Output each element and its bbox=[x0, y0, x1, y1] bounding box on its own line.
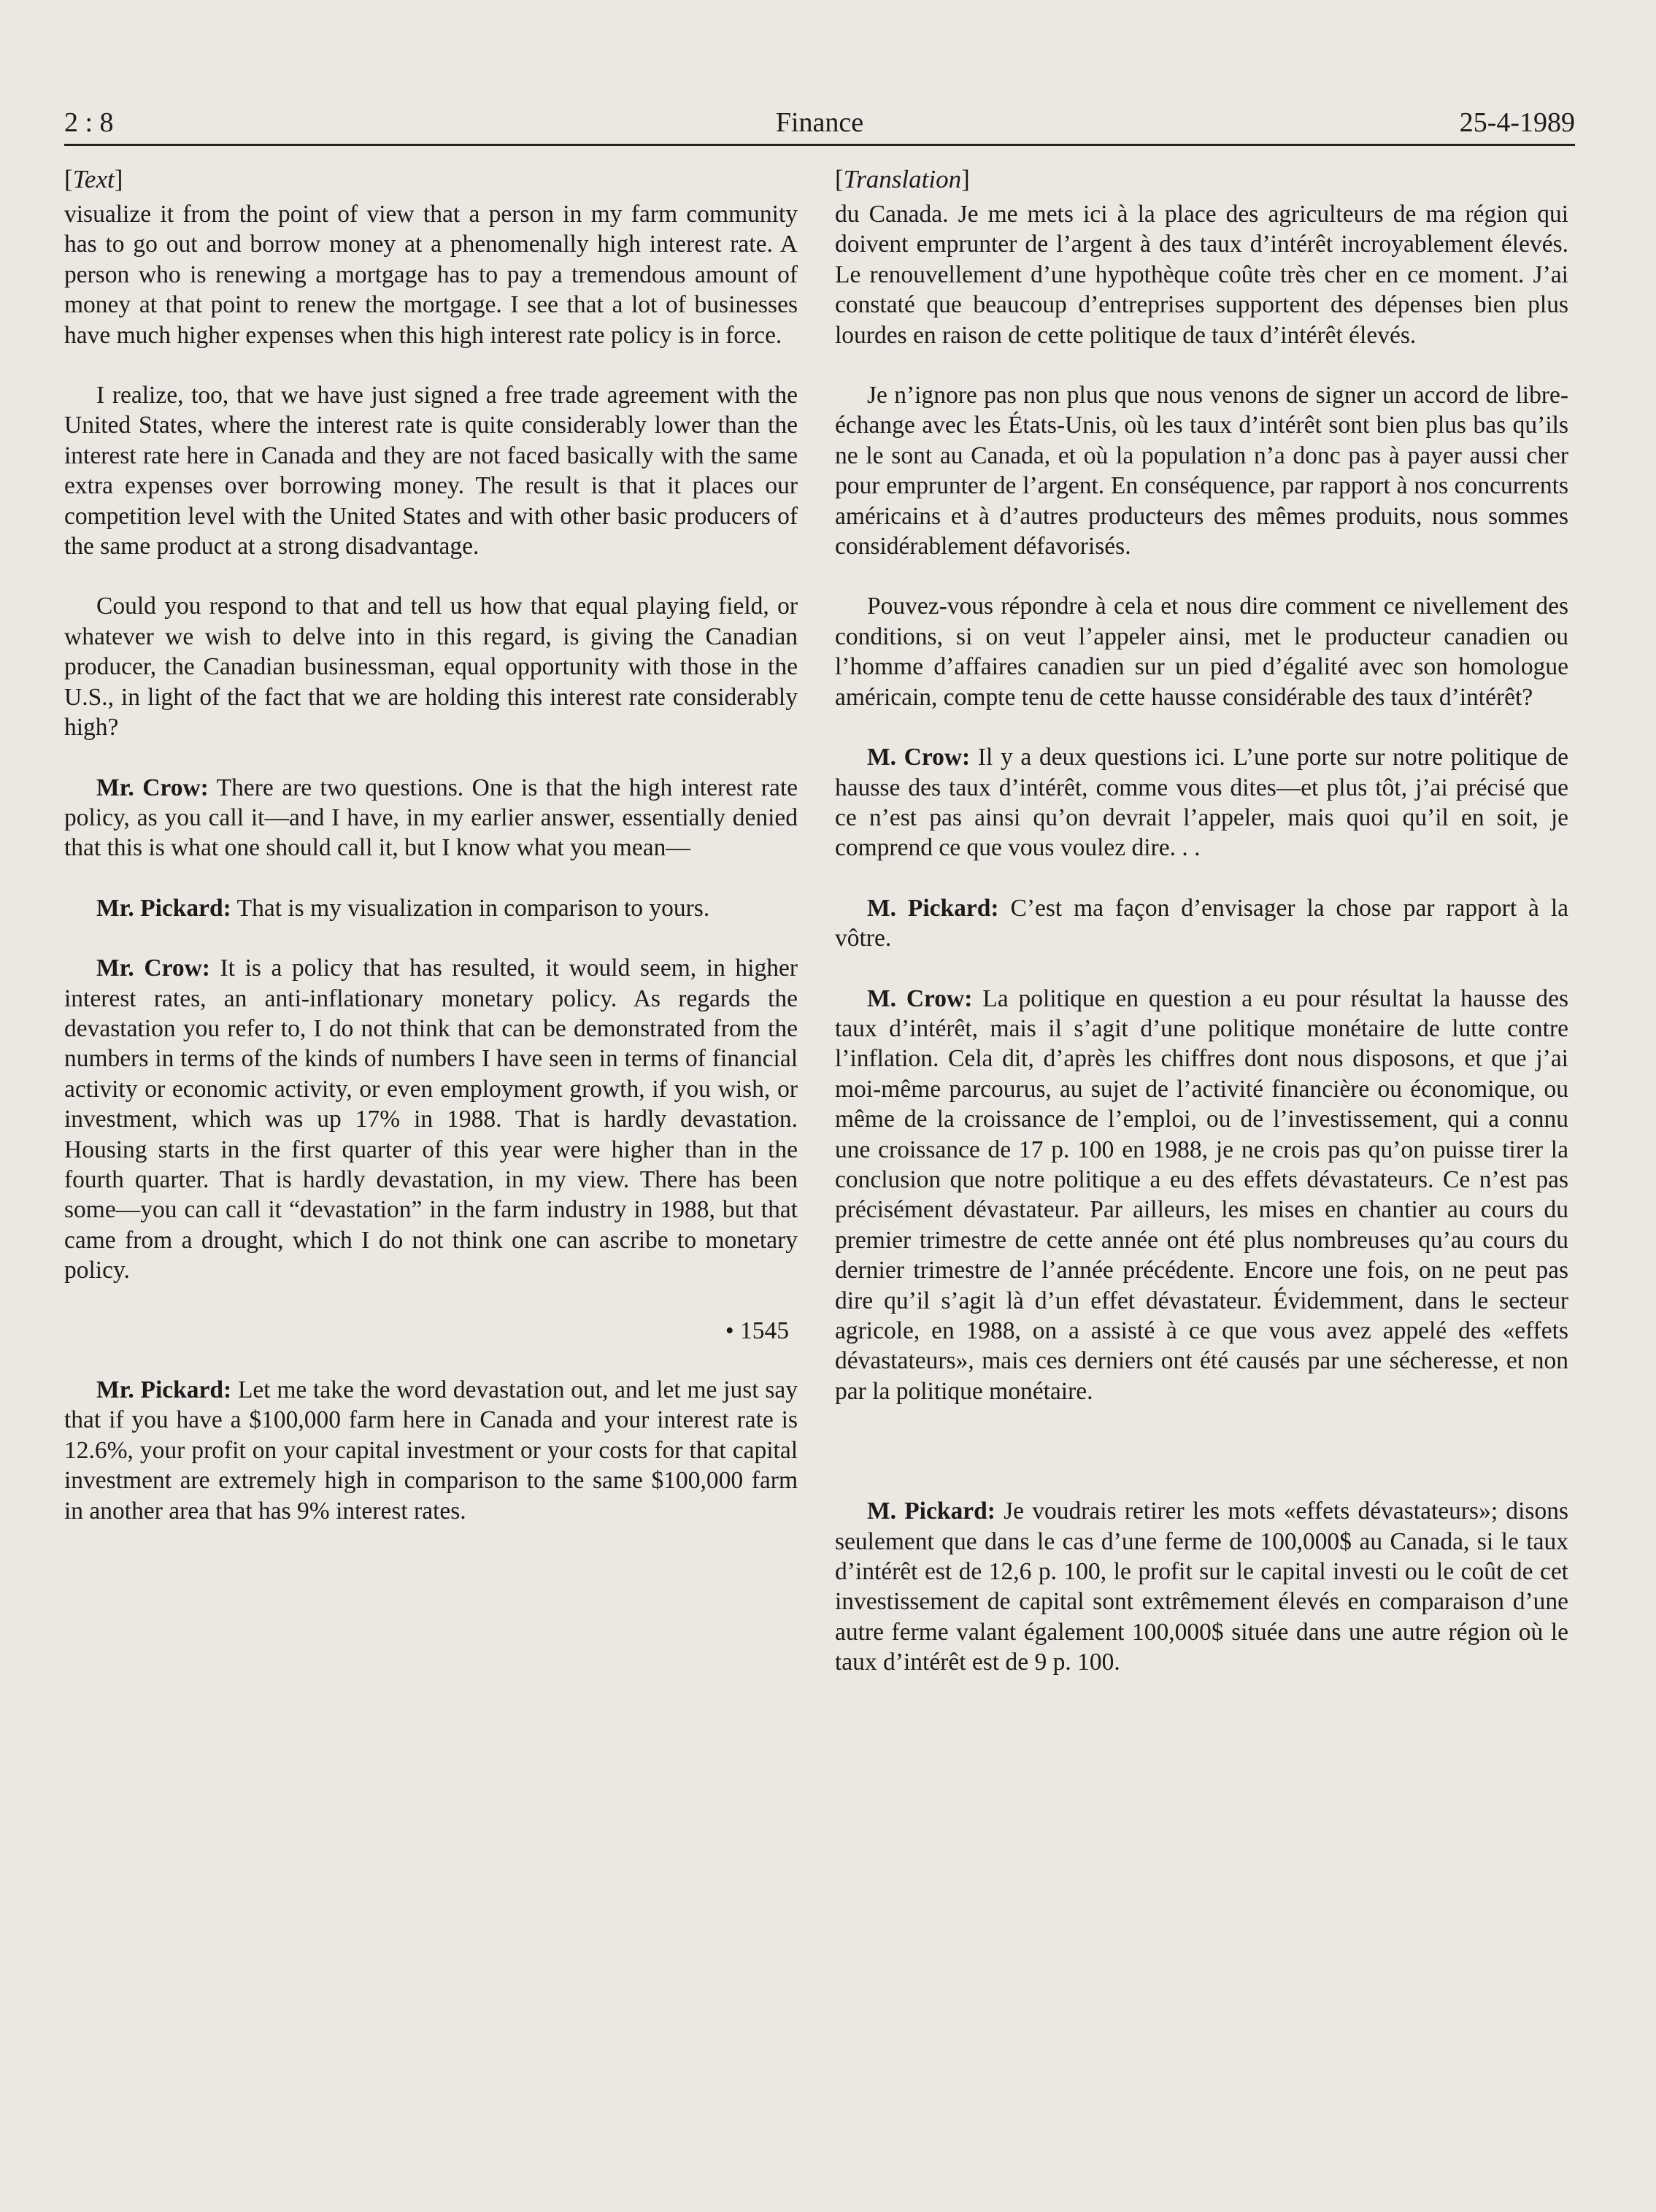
tag-label: Text bbox=[72, 165, 115, 193]
column-spacer bbox=[835, 1436, 1568, 1496]
speaker-paragraph bbox=[64, 953, 798, 1285]
paragraph: I realize, too, that we have just signed a free trade agreement with the United States, where the interest rate is quite considerably lower than the interest rate here in Canada and they are not faced basically with the same extra expenses over borrowing money. The result is that it places our competition level with the United States and with other basic producers of the same product at a strong disadvantage. bbox=[64, 382, 798, 560]
speaker-paragraph bbox=[835, 984, 1568, 1407]
speaker-name: Mr. Crow: bbox=[96, 774, 209, 801]
speaker-name: Mr. Pickard: bbox=[96, 894, 231, 922]
speech-text: It is a policy that has resulted, it would seem, in higher interest rates, an anti-inflationary monetary policy. As regards the devastation you refer to, I do not think that can be demonstrated from the numbers in terms of the kinds of numbers I have seen in terms of financial activity or economic activity, or even employment growth, if you wish, or investment, which was up 17% in 1988. That is hardly devastation. Housing starts in the first quarter of this year were higher than in the fourth quarter. That is hardly devastation, in my view. There has been some—you can call it “devastation” in the farm industry in 1988, but that came from a drought, which I do not think one can ascribe to monetary policy. bbox=[64, 955, 798, 1284]
publication-title: Finance bbox=[775, 107, 864, 138]
paragraph: Je n’ignore pas non plus que nous venons de signer un accord de libre-échange avec les États-Unis, où les taux d’intérêt sont bien plus bas qu’ils ne le sont au Canada, et où la population n’a donc pas à payer aussi cher pour emprunter de l’argent. En conséquence, par rapport à nos concurrents américains et à d’autres producteurs des mêmes produits, nous sommes considérablement défavorisés. bbox=[835, 382, 1568, 560]
text-column-label bbox=[64, 164, 798, 195]
page-date: 25-4-1989 bbox=[1459, 107, 1575, 138]
time-marker: • 1545 bbox=[725, 1317, 789, 1344]
speaker-name: Mr. Pickard: bbox=[96, 1376, 232, 1403]
speech-text: There are two questions. One is that the high interest rate policy, as you call it—and I have, in my earlier answer, essentially denied that this is what one should call it, but I know what you mean— bbox=[64, 774, 798, 862]
speaker-name: M. Crow: bbox=[867, 984, 973, 1012]
speaker-name: M. Crow: bbox=[867, 744, 971, 771]
speaker-name: Mr. Crow: bbox=[96, 955, 210, 982]
translation-column-label bbox=[835, 164, 1568, 195]
speech-text: That is my visualization in comparison to yours. bbox=[231, 894, 710, 922]
speaker-paragraph bbox=[64, 893, 798, 923]
paragraph: Could you respond to that and tell us how that equal playing field, or whatever we wish to delve into in this regard, is giving the Canadian producer, the Canadian businessman, equal opportunity with those in the U.S., in light of the fact that we are holding this interest rate considerably high? bbox=[64, 593, 798, 741]
speaker-paragraph bbox=[64, 773, 798, 863]
speaker-name: M. Pickard: bbox=[867, 894, 999, 922]
speech-text: C’est ma façon d’envisager la chose par rapport à la vôtre. bbox=[835, 894, 1569, 952]
page-header bbox=[64, 102, 1575, 146]
speaker-paragraph bbox=[64, 1375, 798, 1526]
tag-close-bracket: ] bbox=[114, 165, 123, 193]
speaker-paragraph bbox=[835, 893, 1568, 954]
tag-label: Translation bbox=[843, 165, 962, 193]
speaker-name: M. Pickard: bbox=[867, 1498, 995, 1525]
speech-text: La politique en question a eu pour résultat la hausse des taux d’intérêt, mais il s’agit d’une politique monétaire de lutte contre l’inflation. Cela dit, d’après les chiffres dont nous disposons, et que j’ai moi-même parcourus, au sujet de l’activité financière ou économique, ou même de la croissance de l’emploi, ou de l’investissement, qui a connu une croissance de 17 p. 100 en 1988, je ne crois pas qu’on puisse tirer la conclusion que notre politique a eu des effets dévastateurs. Ce n’est pas précisément dévastateur. Par ailleurs, les mises en chantier au cours du premier trimestre de cette année ont été plus nombreuses qu’au cours du dernier trimestre de l’année précédente. Encore une fois, on ne peut pas dire qu’il s’agit là d’un effet dévastateur. Évidemment, dans le secteur agricole, en 1988, on a assisté à ce que vous avez appelé des «effets dévastateurs», mais ces derniers ont été causés par une sécheresse, et non par la politique monétaire. bbox=[835, 984, 1568, 1405]
english-column bbox=[64, 164, 798, 1556]
tag-close-bracket: ] bbox=[961, 165, 970, 193]
tag-open-bracket: [ bbox=[835, 165, 844, 193]
header-rule bbox=[64, 144, 1575, 146]
speaker-paragraph bbox=[835, 1496, 1568, 1677]
speaker-paragraph bbox=[835, 742, 1568, 863]
paragraph: du Canada. Je me mets ici à la place des agriculteurs de ma région qui doivent emprunter de l’argent à des taux d’intérêt incroyablement élevés. Le renouvellement d’une hypothèque coûte très cher en ce moment. J’ai constaté que beaucoup d’entreprises supportent des dépenses bien plus lourdes en raison de cette politique de taux d’intérêt élevés. bbox=[835, 201, 1568, 349]
french-column bbox=[835, 164, 1568, 1708]
paragraph: visualize it from the point of view that a person in my farm community has to go out and borrow money at a phenomenally high interest rate. A person who is renewing a mortgage has to pay a tremendous amount of money at that point to renew the mortgage. I see that a lot of businesses have much higher expenses when this high interest rate policy is in force. bbox=[64, 201, 798, 349]
speech-text: Il y a deux questions ici. L’une porte sur notre politique de hausse des taux d’intérêt, comme vous dites—et plus tôt, j’ai précisé que ce n’est pas ainsi qu’on devrait l’appeler, mais quoi qu’il en soit, je comprend ce que vous voulez dire. . . bbox=[835, 744, 1568, 862]
speech-text: Let me take the word devastation out, and let me just say that if you have a $100,000 farm here in Canada and your interest rate is 12.6%, your profit on your capital investment or your costs for that capital investment are extremely high in comparison to the same $100,000 farm in another area that has 9% interest rates. bbox=[64, 1376, 798, 1525]
page-number: 2 : 8 bbox=[64, 107, 114, 138]
paragraph: Pouvez-vous répondre à cela et nous dire comment ce nivellement des conditions, si on veut l’appeler ainsi, met le producteur canadien ou l’homme d’affaires canadien sur un pied d’égalité avec son homologue américain, compte tenu de cette hausse considérable des taux d’intérêt? bbox=[835, 593, 1568, 711]
speech-text: Je voudrais retirer les mots «effets dévastateurs»; disons seulement que dans le cas d’une ferme de 100,000$ au Canada, si le taux d’intérêt est de 12,6 p. 100, le profit sur le capital investi ou le coût de cet investissement de capital sont extrêmement élevés en comparaison d’une autre ferme valant également 100,000$ située dans une autre région où le taux d’intérêt est de 9 p. 100. bbox=[835, 1498, 1568, 1676]
tag-open-bracket: [ bbox=[64, 165, 73, 193]
